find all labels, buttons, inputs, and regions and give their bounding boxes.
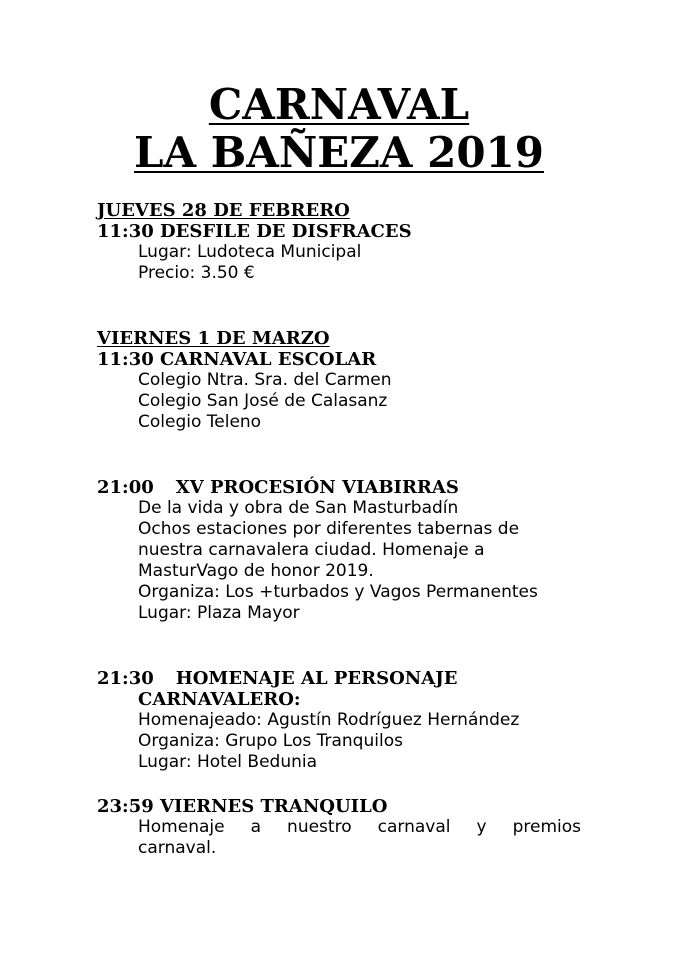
event-name: DESFILE DE DISFRACES: [160, 221, 412, 242]
event-heading: [97, 477, 459, 498]
title-line-2: LA BAÑEZA 2019: [134, 128, 544, 177]
day-heading-friday: VIERNES 1 DE MARZO: [97, 328, 330, 349]
event-name: XV PROCESIÓN VIABIRRAS: [175, 477, 459, 498]
event-name: CARNAVAL ESCOLAR: [160, 349, 377, 370]
event-detail: Colegio Teleno: [138, 412, 262, 432]
event-time: 21:30: [97, 668, 154, 689]
event-name: VIERNES TRANQUILO: [160, 796, 388, 817]
event-detail: Ochos estaciones por diferentes tabernas de: [138, 519, 520, 539]
event-heading: [97, 349, 376, 370]
event-detail: carnaval.: [138, 838, 217, 858]
event-name: HOMENAJE AL PERSONAJE: [175, 668, 458, 689]
event-detail: Organiza: Grupo Los Tranquilos: [138, 731, 403, 751]
event-detail: Homenaje a nuestro carnaval y premios: [138, 817, 581, 837]
event-detail: Lugar: Plaza Mayor: [138, 603, 300, 623]
event-heading: [97, 668, 457, 689]
event-heading: [97, 221, 412, 242]
event-detail: MasturVago de honor 2019.: [138, 561, 374, 581]
event-time: 11:30: [97, 349, 154, 370]
event-detail: Lugar: Hotel Bedunia: [138, 752, 318, 772]
event-detail: Colegio San José de Calasanz: [138, 391, 388, 411]
title-line-1: CARNAVAL: [208, 80, 470, 129]
event-detail: De la vida y obra de San Masturbadín: [138, 498, 459, 518]
event-heading: [97, 796, 387, 817]
event-time: 21:00: [97, 477, 154, 498]
event-detail: Homenajeado: Agustín Rodríguez Hernández: [138, 710, 520, 730]
event-time: 23:59: [97, 796, 154, 817]
event-detail: Precio: 3.50 €: [138, 263, 255, 283]
event-name-continuation: CARNAVALERO:: [138, 689, 301, 710]
event-detail: Colegio Ntra. Sra. del Carmen: [138, 370, 392, 390]
event-detail: nuestra carnavalera ciudad. Homenaje a: [138, 540, 485, 560]
event-time: 11:30: [97, 221, 154, 242]
event-detail: Lugar: Ludoteca Municipal: [138, 242, 362, 262]
day-heading-thursday: JUEVES 28 DE FEBRERO: [97, 200, 350, 221]
event-detail: Organiza: Los +turbados y Vagos Permanentes: [138, 582, 538, 602]
